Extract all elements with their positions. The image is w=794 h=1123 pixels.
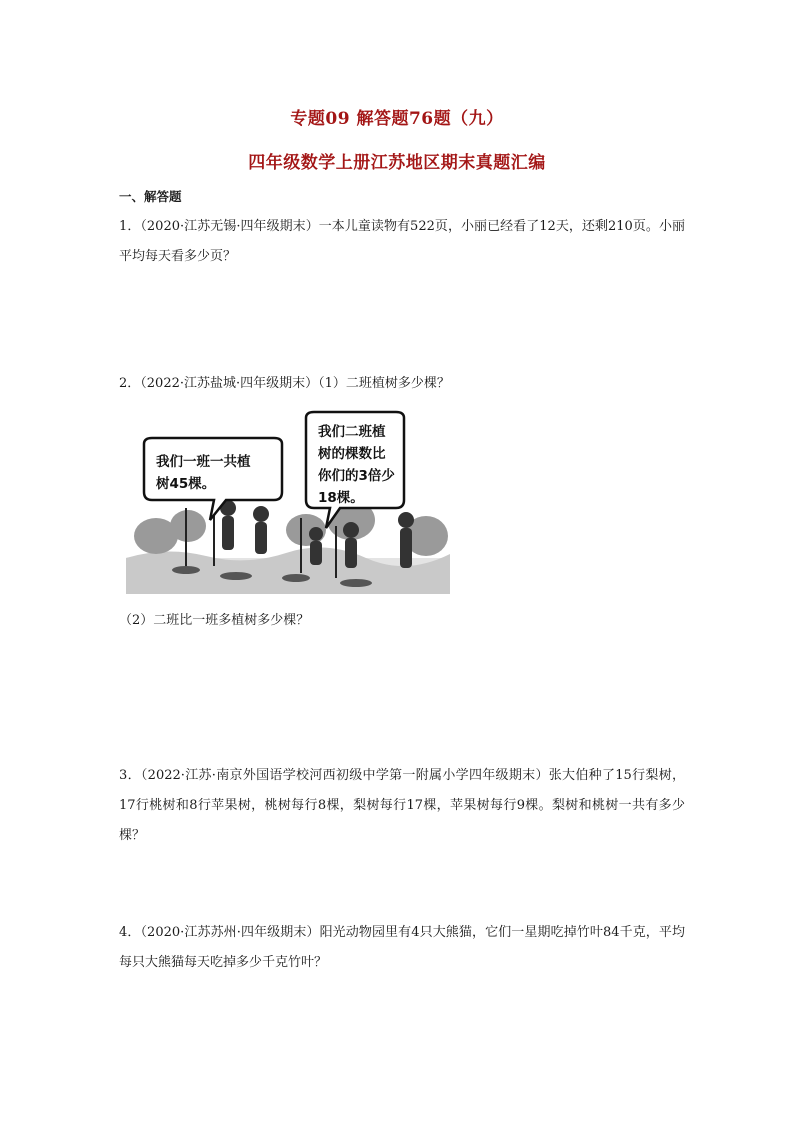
tree-planting-illustration [126,408,450,594]
left-bubble-line-2: 树45棵。 [156,476,216,492]
children-figures-shape [220,500,414,568]
question-2: 2．（2022·江苏盐城·四年级期末）（1）二班植树多少棵？ [119,376,450,391]
right-bubble-line-1: 我们二班植 [318,424,386,440]
question-1: 1．（2020·江苏无锡·四年级期末）一本儿童读物有522页，小丽已经看了12天，还剩210页。小丽平均每天看多少页？ [119,219,685,264]
left-bubble-line-1: 我们一班一共植 [156,454,251,470]
right-bubble-line-3: 你们的3倍少 [318,468,395,484]
question-3: 3．（2022·江苏·南京外国语学校河西初级中学第一附属小学四年级期末）张大伯种了15行梨树，17行桃树和8行苹果树，桃树每行8棵，梨树每行17棵，苹果树每行9棵。梨树和桃树一共有多少棵？ [119,768,685,843]
document-title: 专题09 解答题76题（九） [290,109,504,129]
question-2-part-2: （2）二班比一班多植树多少棵？ [119,613,310,628]
right-bubble-line-4: 18棵。 [318,490,364,506]
document-subtitle: 四年级数学上册江苏地区期末真题汇编 [248,153,546,173]
right-bubble-line-2: 树的棵数比 [318,446,386,462]
question-4: 4．（2020·江苏苏州·四年级期末）阳光动物园里有4只大熊猫，它们一星期吃掉竹叶84千克，平均每只大熊猫每天吃掉多少千克竹叶？ [119,925,685,970]
section-heading: 一、解答题 [119,189,182,204]
